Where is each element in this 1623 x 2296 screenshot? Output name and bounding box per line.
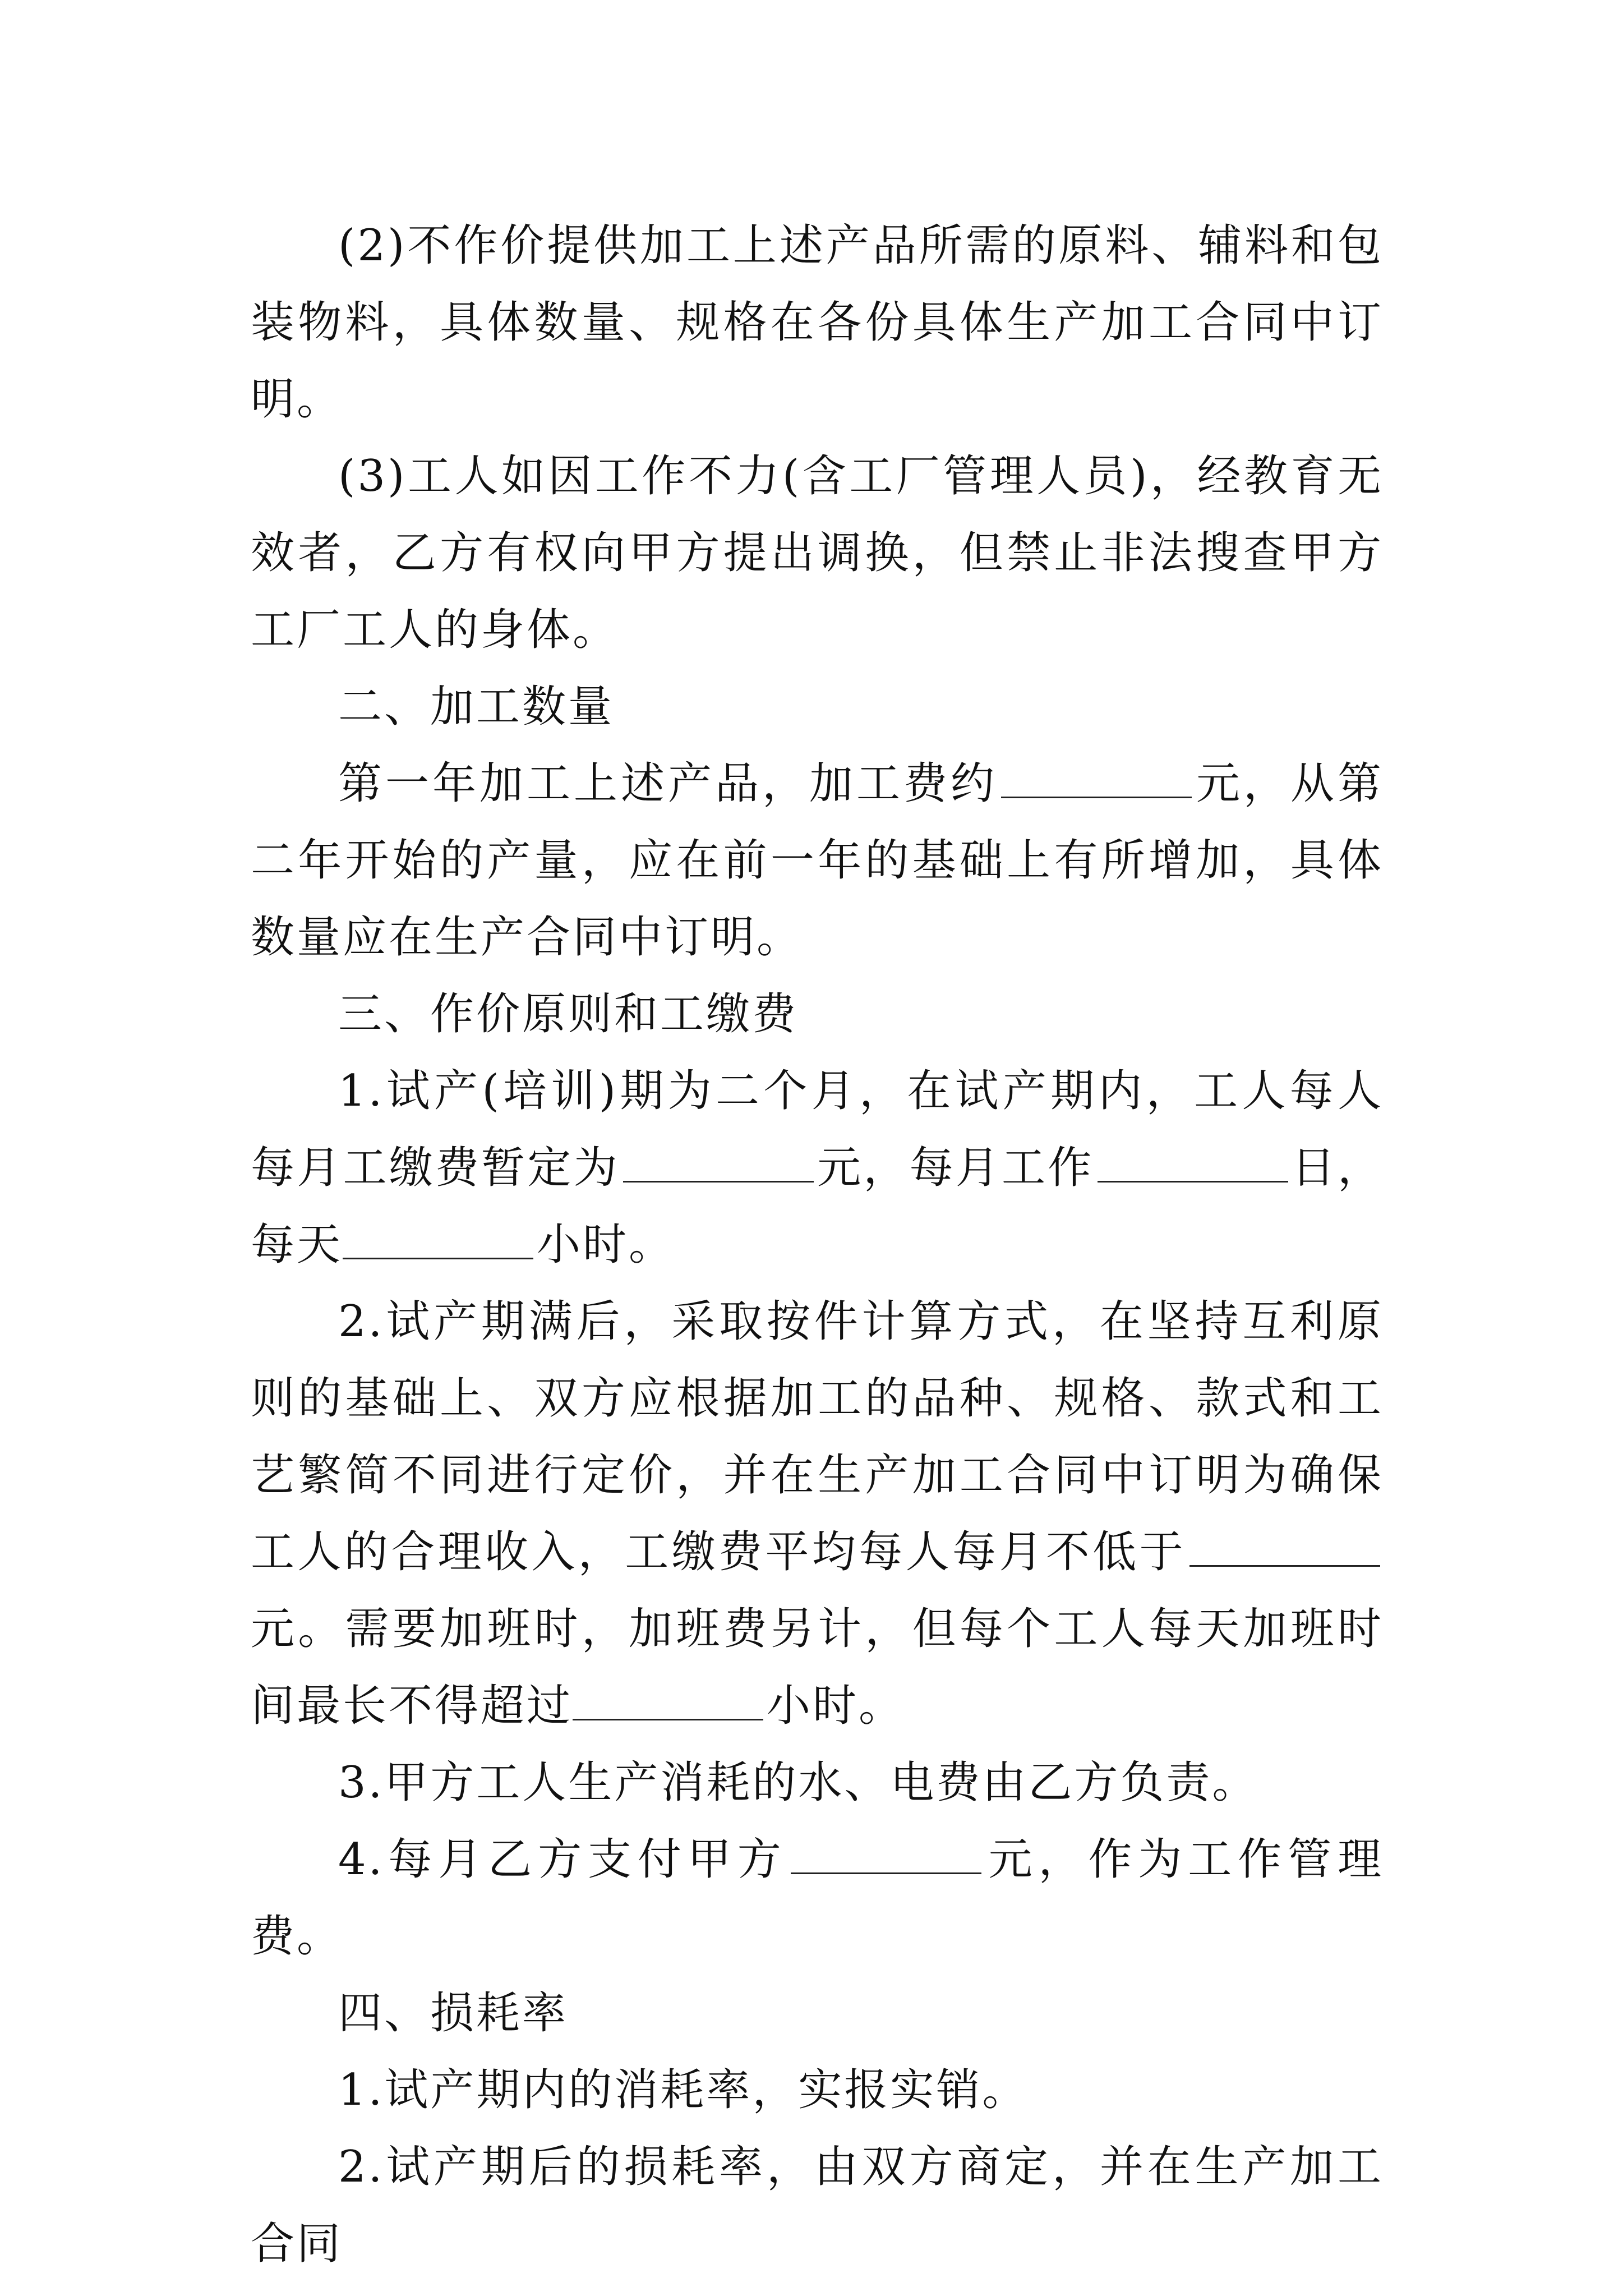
heading-text: 二、加工数量 (338, 682, 615, 732)
paragraph-post-trial-loss-rate (251, 2129, 1384, 2283)
paragraph-text: 1.试产(培训)期为二个月，在试产期内，工人每人每月工缴费暂定为 (251, 1066, 1384, 1193)
paragraph-text: 元，作为工作管理费。 (251, 1834, 1384, 1962)
fill-in-blank (343, 1221, 533, 1259)
paragraph-text: 第一年加工上述产品，加工费约 (338, 758, 998, 809)
section-heading-processing-quantity (251, 669, 1384, 746)
paragraph-text: 3.甲方工人生产消耗的水、电费由乙方负责。 (338, 1757, 1258, 1808)
paragraph-text: 1.试产期内的消耗率，实报实销。 (338, 2065, 1029, 2115)
paragraph-text: 2.试产期后的损耗率，由双方商定，并在生产加工合同 (251, 2142, 1384, 2269)
paragraph-piece-rate (251, 1283, 1384, 1745)
paragraph-text: 日，每天 (251, 1143, 1384, 1270)
fill-in-blank (1098, 1144, 1288, 1182)
fill-in-blank (791, 1835, 981, 1874)
fill-in-blank (573, 1682, 763, 1720)
section-heading-loss-rate (251, 1975, 1384, 2052)
paragraph-text: 元，从第二年开始的产量，应在前一年的基础上有所增加，具体数量应在生产合同中订明。 (251, 758, 1384, 963)
heading-text: 三、作价原则和工缴费 (338, 989, 799, 1039)
paragraph-utilities (251, 1745, 1384, 1821)
paragraph-worker-replacement (251, 438, 1384, 669)
paragraph-text: 小时。 (537, 1220, 675, 1270)
fill-in-blank (1189, 1528, 1380, 1567)
paragraph-text: 4.每月乙方支付甲方 (338, 1834, 787, 1885)
paragraph-management-fee (251, 1821, 1384, 1975)
paragraph-text: (3)工人如因工作不力(含工厂管理人员)，经教育无效者，乙方有权向甲方提出调换，但禁止非法搜查甲方工厂工人的身体。 (251, 451, 1384, 655)
section-heading-pricing-principle (251, 976, 1384, 1053)
contract-body (251, 208, 1384, 2283)
paragraph-text: 2.试产期满后，采取按件计算方式，在坚持互利原则的基础上、双方应根据加工的品种、规格、款式和工艺繁简不同进行定价，并在生产加工合同中订明为确保工人的合理收入，工缴费平均每人每月不低于 (251, 1296, 1384, 1577)
paragraph-text: 元，每月工作 (817, 1143, 1094, 1193)
paragraph-raw-materials (251, 208, 1384, 438)
paragraph-trial-loss-rate (251, 2052, 1384, 2129)
paragraph-processing-fee (251, 746, 1384, 976)
fill-in-blank (1001, 760, 1192, 798)
paragraph-text: 元。需要加班时，加班费另计，但每个工人每天加班时间最长不得超过 (251, 1604, 1384, 1731)
paragraph-text: (2)不作价提供加工上述产品所需的原料、辅料和包装物料，具体数量、规格在各份具体生产加工合同中订明。 (251, 220, 1384, 425)
heading-text: 四、损耗率 (338, 1988, 569, 2039)
paragraph-trial-period (251, 1053, 1384, 1283)
paragraph-text: 小时。 (767, 1681, 905, 1731)
fill-in-blank (623, 1144, 814, 1182)
